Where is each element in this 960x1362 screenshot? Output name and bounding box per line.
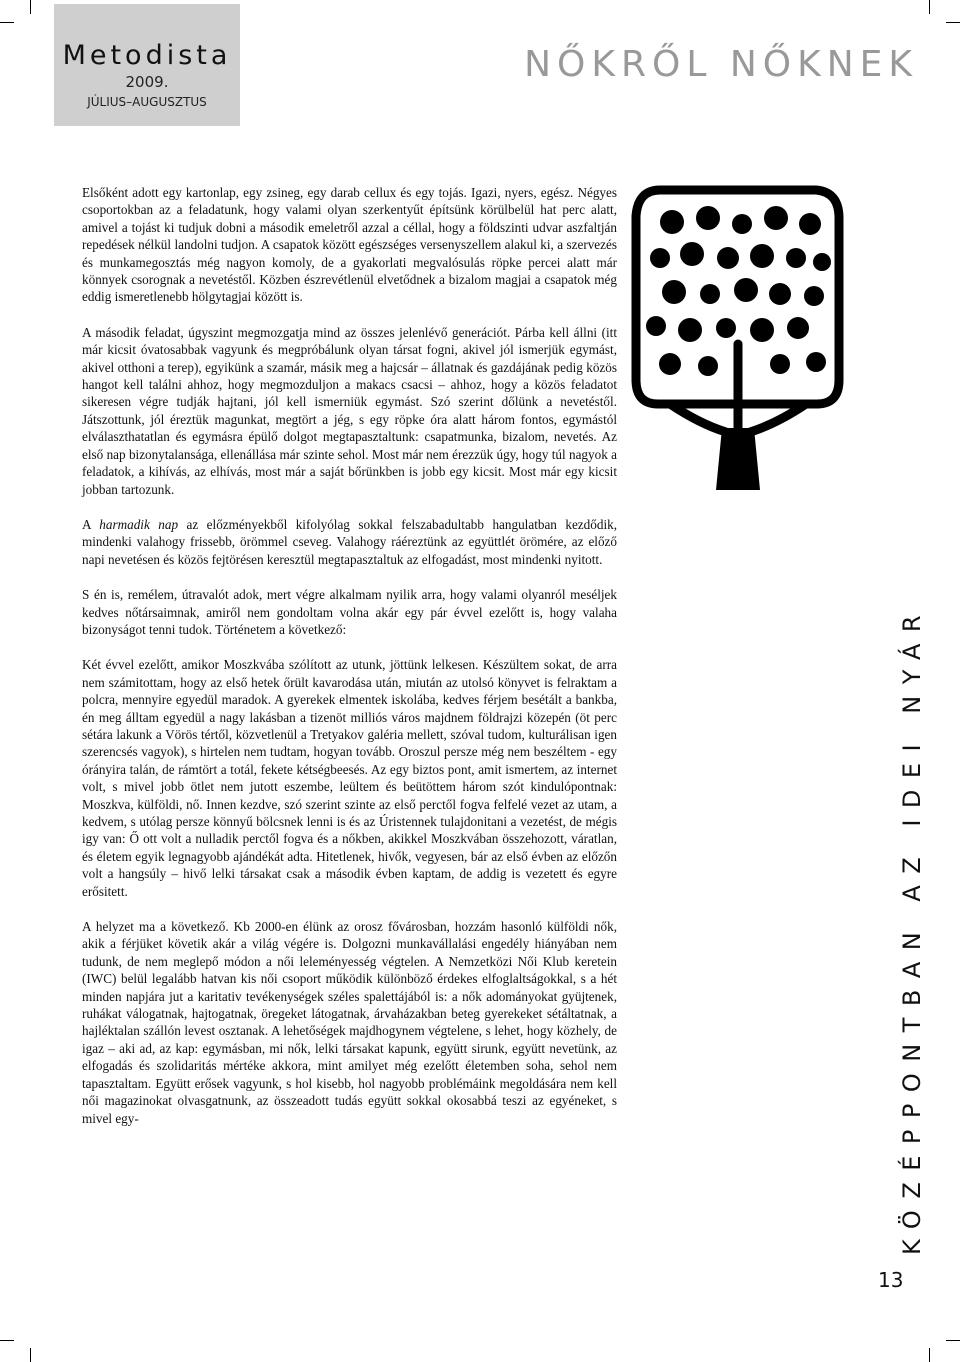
crop-mark-bottom-left	[0, 1340, 14, 1341]
section-title: NŐKRŐL NŐKNEK	[524, 44, 918, 85]
vertical-section-title: KÖZÉPPONTBAN AZ IDEI NYÁR	[898, 603, 926, 1255]
paragraph: A második feladat, úgyszint megmozgatja mind az összes jelenlévő generációt. Párba kell állni (itt már kicsit óvatosabbak vagyunk és megpróbálunk olyan társat fogni, akivel jól ismerjük egymást, akivel otthoni a terep), egyikünk a szamár, másik meg a hajcsár – állatnak és gazdájának pedig közös hangot kell találni ahhoz, hogy megmozduljon a makacs csacsi – ahhoz, hogy a közös feladatot sikeresen végre tudják hajtani, jól kell ismerniük egymást. Szó szerint dőlünk a nevetéstől. Játszottunk, jól éreztük magunkat, megtört a jég, s egy röpke óra alatt három fontos, egymástól elválaszthatatlan és egymásra épülő dolgot megtapasztaltunk: csapatmunka, bizalom, nevetés. Az első nap bizonytalansága, ellenállása már szinte sehol. Most már nem érezzük úgy, hogy túl nagyok a feladatok, a kihívás, az elhívás, most már a saját bőrünkben is jobb egy kicsit. Most már egy kicsit jobban tartozunk.	[82, 324, 617, 497]
article-body	[82, 184, 617, 1145]
emphasis-text: harmadik nap	[99, 516, 179, 532]
paragraph-text: az előzményekből kifolyólag sokkal felszabadultabb hangulatban kezdődik, mindenki valahogy frissebb, örömmel cseveg. Valahogy ráéreztünk az együttlét örömére, az előző napi nevetésen és közös fejtörésen keresztül megtapasztaltuk az elfogadást, most mindenki nyitott.	[82, 516, 617, 567]
paragraph	[82, 516, 617, 568]
crop-mark-top-right	[929, 0, 930, 14]
paragraph: Két évvel ezelőtt, amikor Moszkvába szólított az utunk, jöttünk lelkesen. Készültem sokat, de arra nem számitottam, hogy az első hetek őrült kavarodása után, miután az utolsó könyvet is felraktam a polcra, mennyire egyedül maradok. A gyerekek elmentek iskolába, kedves férjem besétált a bankba, én meg álltam egyedül a nagy lakásban a tizenöt milliós város majdnem földrajzi közepén (öt perc sétára lakunk a Vörös tértől, közvetlenül a Tretyakov galéria mellett, szóval tudom, kulturálisan igen szerencsés vagyok), s hirtelen nem tudtam, hogyan tovább. Oroszul persze még nem beszéltem - egy órányira talán, de rámtört a totál, fekete kétségbeesés. Az egy biztos pont, amit ismertem, az internet volt, s mivel jobb ötlet nem jutott eszembe, leültem és beütöttem három szót kindulópontnak: Moszkva, külföldi, nő. Innen kezdve, szó szerint szinte az első perctől fogva felfelé vezet az utam, a kedvem, s utólag persze könnyű bölcsnek lenni is és az Úristennek tulajdonitani a vezetést, de mégis igy van: Ő ott volt a nulladik perctől fogva és a nőkben, akikkel Moszkvában összehozott, váratlan, és életem egyik legnagyobb ajándékát adta. Hitetlenek, hivők, vegyesen, bár az első évben az előzőn volt a hangsúly – hivő lelki társakat csak a második évben kaptam, de addig is vezetett és egyre erősitett.	[82, 657, 617, 899]
issue-months: JÚLIUS–AUGUSZTUS	[87, 95, 207, 109]
paragraph: S én is, remélem, útravalót adok, mert végre alkalmam nyilik arra, hogy valami olyanról meséljek kedves nőtársaimnak, amiről nem gondoltam volna akár egy pár évvel ezelőtt is, hogy valaha bizonyságot tenni tudok. Történetem a következő:	[82, 587, 617, 637]
masthead	[54, 4, 240, 126]
crop-mark-top-right	[946, 22, 960, 23]
page-number: 13	[878, 1268, 904, 1292]
tree-illustration	[630, 184, 845, 494]
crop-mark-bottom-right	[929, 1348, 930, 1362]
crop-mark-bottom-left	[30, 1348, 31, 1362]
crop-mark-bottom-right	[946, 1340, 960, 1341]
crop-mark-top-left	[0, 22, 14, 23]
tree-trunk	[716, 428, 760, 490]
paragraph: Elsőként adott egy kartonlap, egy zsineg, egy darab cellux és egy tojás. Igazi, nyers, egész. Négyes csoportokban az a feladatunk, hogy valami olyan szerkentyűt építsünk körülbelül hat perc alatt, amivel a tojást ki tudjuk dobni a második emeletről azzal a céllal, hogy a földszinti udvar aszfaltján repedések nélkül landolni tudjon. A csapatok között egészséges versenyszellem alakul ki, a szervezés és munkamegosztás még nagyon komoly, de a gyakorlati megvalósulás röpke percei alatt már könnyek csorognak a nevetéstől. Közben észrevétlenül elvetődnek a bizalom magjai a csapatok még eddig ismeretlenebb hölgytagjai között is.	[82, 185, 617, 305]
crop-mark-top-left	[30, 0, 31, 14]
publication-name: Metodista	[62, 40, 232, 71]
paragraph: A helyzet ma a következő. Kb 2000-en élünk az orosz fővárosban, hozzám hasonló külföldi nők, akik a férjüket követik akár a világ végére is. Dolgozni munkavállalási engedély hiányában nem tudunk, de nem meglepő módon a női leleményesség végtelen. A Nemzetközi Női Klub keretein (IWC) belül legalább hatvan kis női csoport működik különböző érdekes elfoglaltságokkal, s a hét minden napjára jut a karitativ tevékenységek széles spalettájából is: a nők adományokat gyüjtenek, ruhákat válogatnak, hajtogatnak, öregeket látogatnak, árvaházakban beteg gyerekeket sétáltatnak, a hajléktalan szállón levest osztanak. A lehetőségek majdhogynem végtelene, s lehet, hogy közhely, de igaz – aki ad, az kap: egymásban, mi nők, lelki társakat kapunk, együtt sirunk, együtt nevetünk, az elfogadás és szolidaritás mértéke akkora, mint amilyet még ezelőtt életemben soha, sehol nem tapasztaltam. Együtt erősek vagyunk, s hol kisebb, hol nagyobb problémáink megoldására nem kell női magazinokat olvasgatnunk, az összeadott tudás együtt sokkal okosabbá teszi az egyéneket, s mivel egy-	[82, 919, 617, 1126]
issue-year: 2009.	[125, 73, 169, 91]
paragraph-text: A	[82, 516, 100, 532]
